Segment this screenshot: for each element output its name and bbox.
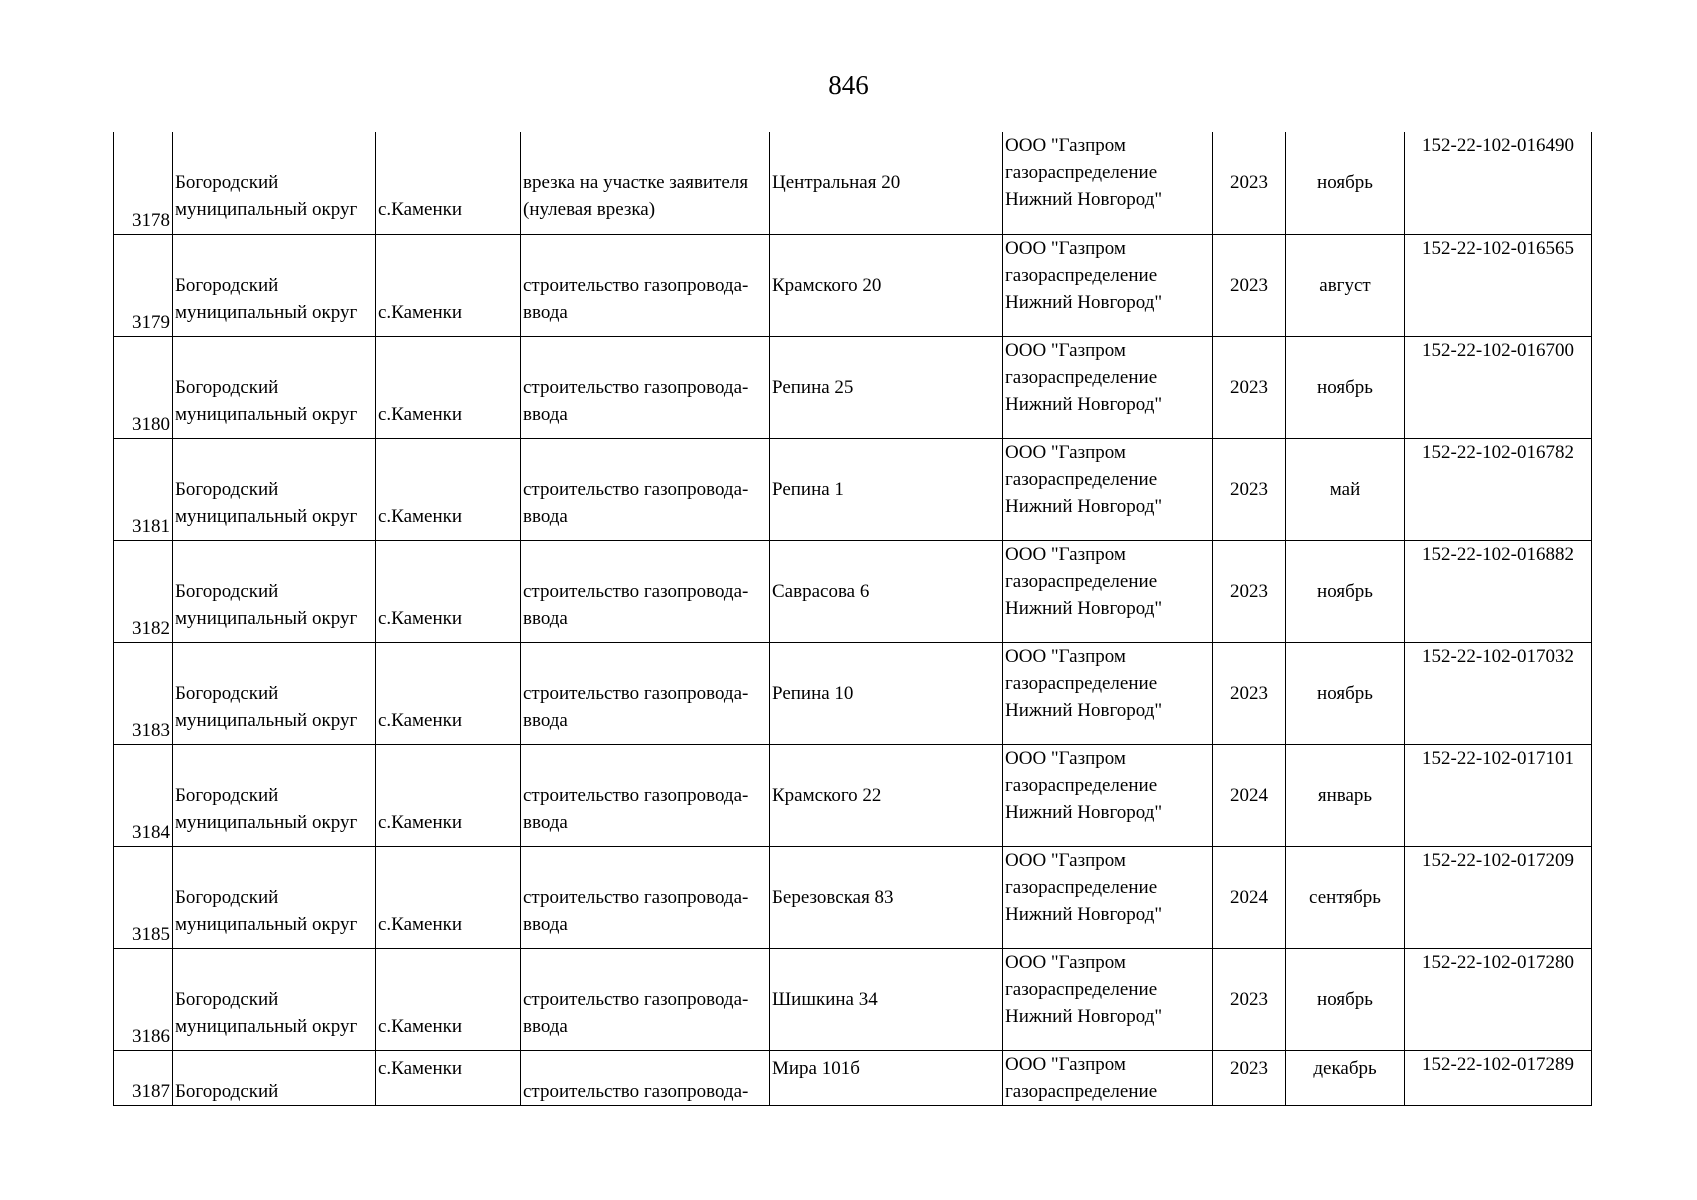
address-cell (770, 846, 1003, 948)
table-body (114, 132, 1592, 1105)
organization-cell (1003, 234, 1213, 336)
month-cell-text: сентябрь (1309, 886, 1381, 908)
organization-cell-text: Нижний Новгород" (1005, 291, 1163, 313)
table-row (114, 744, 1592, 846)
application-code-cell-text: 152-22-102-016565 (1422, 237, 1574, 259)
table-row (114, 846, 1592, 948)
organization-cell-text: ООО "Газпром (1005, 441, 1126, 463)
village-cell-text: с.Каменки (378, 403, 463, 425)
work-type-cell-text: строительство газопровода- (523, 274, 749, 296)
village-cell (376, 1050, 521, 1105)
work-type-cell-text: строительство газопровода- (523, 376, 749, 398)
table-row (114, 540, 1592, 642)
month-cell (1286, 744, 1405, 846)
month-cell-text: ноябрь (1317, 682, 1373, 704)
table-row (114, 234, 1592, 336)
district-cell-text: муниципальный округ (175, 505, 358, 527)
month-cell (1286, 1050, 1405, 1105)
year-cell-text: 2023 (1230, 682, 1268, 704)
organization-cell-text: ООО "Газпром (1005, 645, 1126, 667)
year-cell (1213, 744, 1286, 846)
year-cell (1213, 1050, 1286, 1105)
address-cell (770, 336, 1003, 438)
month-cell (1286, 234, 1405, 336)
address-cell-text: Репина 1 (772, 478, 844, 500)
year-cell (1213, 846, 1286, 948)
row-number-text: 3185 (132, 923, 170, 945)
work-type-cell-text: ввода (523, 913, 568, 935)
organization-cell-text: ООО "Газпром (1005, 849, 1126, 871)
district-cell (173, 846, 376, 948)
month-cell-text: август (1319, 274, 1371, 296)
organization-cell-text: Нижний Новгород" (1005, 801, 1163, 823)
row-number-text: 3181 (132, 515, 170, 537)
district-cell-text: Богородский (175, 580, 279, 602)
row-number (114, 1050, 173, 1105)
organization-cell (1003, 1050, 1213, 1105)
row-number (114, 846, 173, 948)
table-row (114, 642, 1592, 744)
district-cell-text: муниципальный округ (175, 913, 358, 935)
month-cell (1286, 438, 1405, 540)
year-cell (1213, 132, 1286, 234)
organization-cell-text: ООО "Газпром (1005, 951, 1126, 973)
work-type-cell-text: строительство газопровода- (523, 988, 749, 1010)
year-cell (1213, 438, 1286, 540)
year-cell-text: 2023 (1230, 988, 1268, 1010)
work-type-cell-text: врезка на участке заявителя (523, 172, 749, 194)
organization-cell-text: газораспределение (1005, 570, 1158, 592)
work-type-cell-text: ввода (523, 1015, 568, 1037)
organization-cell-text: ООО "Газпром (1005, 1053, 1126, 1075)
organization-cell-text: Нижний Новгород" (1005, 699, 1163, 721)
address-cell-text: Мира 101б (772, 1057, 860, 1079)
village-cell (376, 438, 521, 540)
village-cell-text: с.Каменки (378, 709, 463, 731)
application-code-cell (1405, 1050, 1592, 1105)
page-number: 846 (828, 70, 869, 100)
organization-cell (1003, 948, 1213, 1050)
row-number (114, 234, 173, 336)
organization-cell (1003, 132, 1213, 234)
work-type-cell-text: (нулевая врезка) (523, 199, 656, 221)
address-cell (770, 948, 1003, 1050)
application-code-cell (1405, 948, 1592, 1050)
row-number-text: 3186 (132, 1025, 170, 1047)
district-cell-text: муниципальный округ (175, 301, 358, 323)
table-row (114, 438, 1592, 540)
village-cell-text: с.Каменки (378, 1057, 463, 1079)
organization-cell-text: Нижний Новгород" (1005, 495, 1163, 517)
year-cell-text: 2023 (1230, 274, 1268, 296)
month-cell-text: май (1329, 478, 1361, 500)
work-type-cell-text: строительство газопровода- (523, 886, 749, 908)
village-cell-text: с.Каменки (378, 301, 463, 323)
address-cell-text: Березовская 83 (772, 886, 894, 908)
organization-cell-text: газораспределение (1005, 1080, 1158, 1102)
organization-cell (1003, 642, 1213, 744)
organization-cell-text: газораспределение (1005, 774, 1158, 796)
year-cell-text: 2023 (1230, 376, 1268, 398)
application-code-cell (1405, 234, 1592, 336)
work-type-cell (521, 234, 770, 336)
year-cell (1213, 234, 1286, 336)
application-code-cell (1405, 642, 1592, 744)
year-cell-text: 2023 (1230, 172, 1268, 194)
year-cell (1213, 948, 1286, 1050)
row-number (114, 336, 173, 438)
table-row (114, 132, 1592, 234)
application-code-cell-text: 152-22-102-017280 (1422, 951, 1574, 973)
address-cell-text: Саврасова 6 (772, 580, 870, 602)
organization-cell-text: ООО "Газпром (1005, 135, 1126, 156)
organization-cell-text: ООО "Газпром (1005, 339, 1126, 361)
year-cell (1213, 336, 1286, 438)
year-cell-text: 2024 (1230, 886, 1268, 908)
work-type-cell (521, 744, 770, 846)
work-type-cell (521, 846, 770, 948)
month-cell (1286, 540, 1405, 642)
work-type-cell (521, 540, 770, 642)
village-cell-text: с.Каменки (378, 199, 463, 221)
district-cell-text: муниципальный округ (175, 1015, 358, 1037)
village-cell (376, 846, 521, 948)
year-cell (1213, 540, 1286, 642)
month-cell (1286, 336, 1405, 438)
work-type-cell (521, 336, 770, 438)
work-type-cell (521, 132, 770, 234)
month-cell (1286, 132, 1405, 234)
row-number-text: 3178 (132, 209, 170, 231)
organization-cell (1003, 846, 1213, 948)
village-cell (376, 744, 521, 846)
application-code-cell-text: 152-22-102-016490 (1422, 135, 1574, 156)
organization-cell (1003, 744, 1213, 846)
village-cell (376, 540, 521, 642)
month-cell (1286, 846, 1405, 948)
village-cell (376, 132, 521, 234)
application-code-cell-text: 152-22-102-016882 (1422, 543, 1574, 565)
work-type-cell-text: ввода (523, 505, 568, 527)
district-cell (173, 744, 376, 846)
organization-cell-text: ООО "Газпром (1005, 543, 1126, 565)
row-number-text: 3182 (132, 617, 170, 639)
table-row (114, 336, 1592, 438)
village-cell-text: с.Каменки (378, 811, 463, 833)
work-type-cell-text: ввода (523, 709, 568, 731)
application-code-cell (1405, 336, 1592, 438)
organization-cell-text: Нижний Новгород" (1005, 189, 1163, 210)
month-cell (1286, 642, 1405, 744)
village-cell (376, 642, 521, 744)
work-type-cell-text: строительство газопровода- (523, 1080, 749, 1102)
village-cell-text: с.Каменки (378, 607, 463, 629)
organization-cell (1003, 336, 1213, 438)
table-row (114, 1050, 1592, 1105)
row-number-text: 3179 (132, 311, 170, 333)
work-type-cell-text: ввода (523, 811, 568, 833)
row-number-text: 3184 (132, 821, 170, 843)
organization-cell-text: Нижний Новгород" (1005, 1005, 1163, 1027)
work-type-cell-text: ввода (523, 403, 568, 425)
village-cell-text: с.Каменки (378, 505, 463, 527)
year-cell-text: 2023 (1230, 580, 1268, 602)
work-type-cell (521, 438, 770, 540)
district-cell (173, 234, 376, 336)
organization-cell-text: ООО "Газпром (1005, 747, 1126, 769)
organization-cell-text: газораспределение (1005, 876, 1158, 898)
application-code-cell (1405, 438, 1592, 540)
district-cell (173, 948, 376, 1050)
organization-cell-text: ООО "Газпром (1005, 237, 1126, 259)
work-type-cell-text: строительство газопровода- (523, 682, 749, 704)
work-type-cell-text: ввода (523, 607, 568, 629)
village-cell-text: с.Каменки (378, 1015, 463, 1037)
month-cell (1286, 948, 1405, 1050)
address-cell (770, 438, 1003, 540)
district-cell-text: муниципальный округ (175, 403, 358, 425)
organization-cell-text: газораспределение (1005, 264, 1158, 286)
district-cell-text: Богородский (175, 886, 279, 908)
month-cell-text: январь (1317, 784, 1373, 806)
village-cell (376, 234, 521, 336)
row-number (114, 438, 173, 540)
gas-connection-table (113, 132, 1592, 1106)
work-type-cell-text: строительство газопровода- (523, 478, 749, 500)
district-cell (173, 438, 376, 540)
organization-cell-text: газораспределение (1005, 468, 1158, 490)
district-cell-text: Богородский (175, 376, 279, 398)
organization-cell-text: газораспределение (1005, 672, 1158, 694)
application-code-cell-text: 152-22-102-017289 (1422, 1053, 1574, 1075)
address-cell (770, 1050, 1003, 1105)
work-type-cell (521, 948, 770, 1050)
village-cell (376, 336, 521, 438)
district-cell-text: Богородский (175, 682, 279, 704)
year-cell (1213, 642, 1286, 744)
address-cell (770, 540, 1003, 642)
address-cell (770, 132, 1003, 234)
address-cell (770, 234, 1003, 336)
district-cell-text: муниципальный округ (175, 199, 358, 221)
month-cell-text: ноябрь (1317, 988, 1373, 1010)
organization-cell-text: газораспределение (1005, 978, 1158, 1000)
organization-cell-text: газораспределение (1005, 162, 1158, 183)
application-code-cell-text: 152-22-102-017101 (1422, 747, 1574, 769)
address-cell-text: Репина 25 (772, 376, 854, 398)
address-cell-text: Репина 10 (772, 682, 854, 704)
organization-cell-text: Нижний Новгород" (1005, 393, 1163, 415)
address-cell (770, 642, 1003, 744)
application-code-cell-text: 152-22-102-016782 (1422, 441, 1574, 463)
row-number-text: 3180 (132, 413, 170, 435)
district-cell (173, 540, 376, 642)
organization-cell-text: Нижний Новгород" (1005, 597, 1163, 619)
year-cell-text: 2023 (1230, 478, 1268, 500)
organization-cell-text: газораспределение (1005, 366, 1158, 388)
organization-cell-text: Нижний Новгород" (1005, 903, 1163, 925)
district-cell-text: Богородский (175, 478, 279, 500)
district-cell-text: Богородский (175, 172, 279, 194)
application-code-cell-text: 152-22-102-017032 (1422, 645, 1574, 667)
village-cell-text: с.Каменки (378, 913, 463, 935)
district-cell (173, 642, 376, 744)
district-cell-text: муниципальный округ (175, 607, 358, 629)
address-cell-text: Крамского 22 (772, 784, 882, 806)
organization-cell (1003, 540, 1213, 642)
address-cell-text: Центральная 20 (772, 172, 901, 194)
district-cell-text: Богородский (175, 988, 279, 1010)
application-code-cell (1405, 132, 1592, 234)
village-cell (376, 948, 521, 1050)
application-code-cell (1405, 540, 1592, 642)
work-type-cell-text: строительство газопровода- (523, 784, 749, 806)
address-cell-text: Шишкина 34 (772, 988, 878, 1010)
month-cell-text: ноябрь (1317, 172, 1373, 194)
work-type-cell (521, 642, 770, 744)
district-cell (173, 132, 376, 234)
row-number-text: 3187 (132, 1080, 170, 1102)
month-cell-text: декабрь (1313, 1057, 1377, 1079)
year-cell-text: 2023 (1230, 1057, 1268, 1079)
application-code-cell (1405, 846, 1592, 948)
application-code-cell (1405, 744, 1592, 846)
year-cell-text: 2024 (1230, 784, 1268, 806)
district-cell (173, 336, 376, 438)
row-number (114, 540, 173, 642)
row-number (114, 642, 173, 744)
address-cell-text: Крамского 20 (772, 274, 882, 296)
address-cell (770, 744, 1003, 846)
application-code-cell-text: 152-22-102-016700 (1422, 339, 1574, 361)
application-code-cell-text: 152-22-102-017209 (1422, 849, 1574, 871)
row-number (114, 948, 173, 1050)
district-cell-text: муниципальный округ (175, 811, 358, 833)
district-cell-text: Богородский (175, 784, 279, 806)
work-type-cell (521, 1050, 770, 1105)
organization-cell (1003, 438, 1213, 540)
work-type-cell-text: строительство газопровода- (523, 580, 749, 602)
district-cell-text: Богородский (175, 274, 279, 296)
district-cell (173, 1050, 376, 1105)
district-cell-text: муниципальный округ (175, 709, 358, 731)
row-number (114, 744, 173, 846)
month-cell-text: ноябрь (1317, 376, 1373, 398)
row-number-text: 3183 (132, 719, 170, 741)
table-row (114, 948, 1592, 1050)
month-cell-text: ноябрь (1317, 580, 1373, 602)
district-cell-text: Богородский (175, 1080, 279, 1102)
work-type-cell-text: ввода (523, 301, 568, 323)
row-number (114, 132, 173, 234)
